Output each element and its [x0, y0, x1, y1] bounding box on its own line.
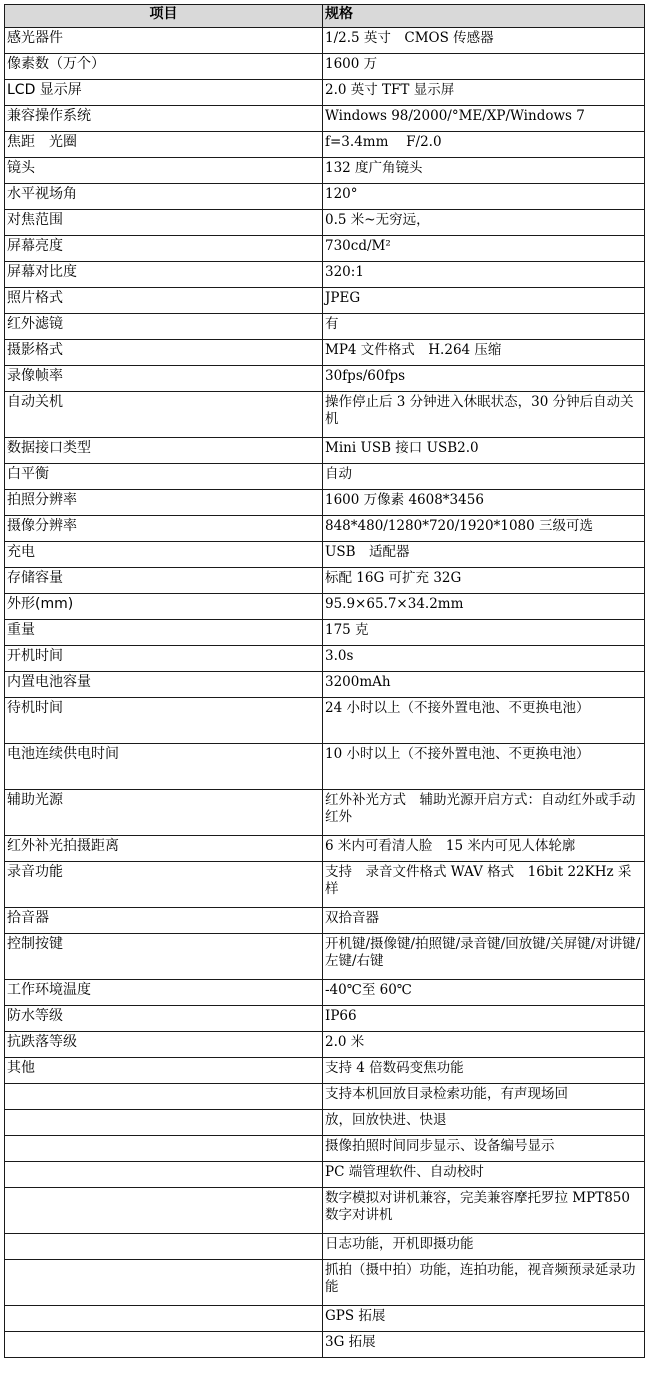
- spec-value: PC 端管理软件、自动校时: [323, 1162, 645, 1188]
- spec-value: IP66: [323, 1006, 645, 1032]
- spec-value: 红外补光方式 辅助光源开启方式：自动红外或手动红外: [323, 790, 645, 836]
- spec-item-label: [5, 1136, 323, 1162]
- spec-value: 3G 拓展: [323, 1332, 645, 1358]
- spec-item-label: 对焦范围: [5, 210, 323, 236]
- spec-item-label: 感光器件: [5, 28, 323, 54]
- spec-value: 开机键/摄像键/拍照键/录音键/回放键/关屏键/对讲键/左键/右键: [323, 934, 645, 980]
- table-row: [5, 438, 645, 464]
- spec-value: 132 度广角镜头: [323, 158, 645, 184]
- spec-item-label: 录像帧率: [5, 366, 323, 392]
- table-row: [5, 1234, 645, 1260]
- spec-item-label: 拍照分辨率: [5, 490, 323, 516]
- table-row: [5, 262, 645, 288]
- spec-item-label: 开机时间: [5, 646, 323, 672]
- spec-item-label: 其他: [5, 1058, 323, 1084]
- table-row: [5, 1162, 645, 1188]
- table-row: [5, 568, 645, 594]
- table-row: [5, 836, 645, 862]
- table-row: [5, 594, 645, 620]
- table-row: [5, 744, 645, 790]
- spec-item-label: [5, 1234, 323, 1260]
- spec-value: 848*480/1280*720/1920*1080 三级可选: [323, 516, 645, 542]
- spec-table-body: [5, 28, 645, 1358]
- spec-value: 1600 万像素 4608*3456: [323, 490, 645, 516]
- spec-value: 1/2.5 英寸 CMOS 传感器: [323, 28, 645, 54]
- spec-item-label: [5, 1162, 323, 1188]
- spec-item-label: 辅助光源: [5, 790, 323, 836]
- spec-item-label: 充电: [5, 542, 323, 568]
- spec-item-label: 防水等级: [5, 1006, 323, 1032]
- spec-value: 3.0s: [323, 646, 645, 672]
- spec-value: 支持 录音文件格式 WAV 格式 16bit 22KHz 采样: [323, 862, 645, 908]
- spec-value: Mini USB 接口 USB2.0: [323, 438, 645, 464]
- table-row: [5, 490, 645, 516]
- table-row: [5, 790, 645, 836]
- spec-item-label: 待机时间: [5, 698, 323, 744]
- spec-table-container: [4, 4, 644, 1358]
- spec-value: 有: [323, 314, 645, 340]
- table-row: [5, 1032, 645, 1058]
- spec-item-label: 白平衡: [5, 464, 323, 490]
- spec-item-label: 摄像分辨率: [5, 516, 323, 542]
- spec-item-label: 电池连续供电时间: [5, 744, 323, 790]
- spec-item-label: 数据接口类型: [5, 438, 323, 464]
- table-row: [5, 1058, 645, 1084]
- spec-value: JPEG: [323, 288, 645, 314]
- spec-item-label: 红外滤镜: [5, 314, 323, 340]
- spec-value: 双拾音器: [323, 908, 645, 934]
- table-row: [5, 934, 645, 980]
- spec-item-label: LCD 显示屏: [5, 80, 323, 106]
- table-row: [5, 620, 645, 646]
- table-header-row: [5, 5, 645, 28]
- table-row: [5, 340, 645, 366]
- spec-value: 320:1: [323, 262, 645, 288]
- spec-value: 放，回放快进、快退: [323, 1110, 645, 1136]
- spec-item-label: 存储容量: [5, 568, 323, 594]
- table-row: [5, 1136, 645, 1162]
- spec-item-label: [5, 1188, 323, 1234]
- table-row: [5, 698, 645, 744]
- spec-value: 摄像拍照时间同步显示、设备编号显示: [323, 1136, 645, 1162]
- spec-item-label: [5, 1110, 323, 1136]
- table-row: [5, 1110, 645, 1136]
- spec-item-label: 屏幕亮度: [5, 236, 323, 262]
- spec-item-label: 内置电池容量: [5, 672, 323, 698]
- spec-item-label: 控制按键: [5, 934, 323, 980]
- table-row: [5, 1006, 645, 1032]
- spec-value: 自动: [323, 464, 645, 490]
- header-item: 项目: [5, 5, 323, 28]
- spec-value: Windows 98/2000/°ME/XP/Windows 7: [323, 106, 645, 132]
- spec-value: 10 小时以上（不接外置电池、不更换电池）: [323, 744, 645, 790]
- spec-value: 175 克: [323, 620, 645, 646]
- table-row: [5, 1332, 645, 1358]
- spec-value: 抓拍（摄中拍）功能，连拍功能，视音频预录延录功能: [323, 1260, 645, 1306]
- spec-value: 3200mAh: [323, 672, 645, 698]
- table-row: [5, 1084, 645, 1110]
- spec-item-label: 屏幕对比度: [5, 262, 323, 288]
- table-row: [5, 80, 645, 106]
- table-row: [5, 132, 645, 158]
- spec-item-label: [5, 1306, 323, 1332]
- spec-value: 支持本机回放目录检索功能，有声现场回: [323, 1084, 645, 1110]
- spec-value: f=3.4mm F/2.0: [323, 132, 645, 158]
- spec-value: 6 米内可看清人脸 15 米内可见人体轮廓: [323, 836, 645, 862]
- spec-item-label: 重量: [5, 620, 323, 646]
- table-row: [5, 1260, 645, 1306]
- spec-item-label: 红外补光拍摄距离: [5, 836, 323, 862]
- spec-item-label: 自动关机: [5, 392, 323, 438]
- spec-item-label: [5, 1332, 323, 1358]
- table-row: [5, 908, 645, 934]
- spec-item-label: 外形(mm): [5, 594, 323, 620]
- table-row: [5, 672, 645, 698]
- table-row: [5, 236, 645, 262]
- table-row: [5, 54, 645, 80]
- spec-value: 30fps/60fps: [323, 366, 645, 392]
- table-row: [5, 366, 645, 392]
- spec-value: 730cd/M²: [323, 236, 645, 262]
- spec-value: 0.5 米~无穷远，: [323, 210, 645, 236]
- spec-item-label: 水平视场角: [5, 184, 323, 210]
- spec-value: MP4 文件格式 H.264 压缩: [323, 340, 645, 366]
- spec-item-label: 像素数（万个）: [5, 54, 323, 80]
- spec-value: 120°: [323, 184, 645, 210]
- table-row: [5, 542, 645, 568]
- spec-item-label: 工作环境温度: [5, 980, 323, 1006]
- spec-value: -40℃至 60℃: [323, 980, 645, 1006]
- table-row: [5, 210, 645, 236]
- spec-value: 1600 万: [323, 54, 645, 80]
- spec-value: 2.0 英寸 TFT 显示屏: [323, 80, 645, 106]
- spec-value: GPS 拓展: [323, 1306, 645, 1332]
- table-row: [5, 392, 645, 438]
- spec-value: 日志功能，开机即摄功能: [323, 1234, 645, 1260]
- spec-value: 24 小时以上（不接外置电池、不更换电池）: [323, 698, 645, 744]
- table-row: [5, 464, 645, 490]
- header-spec: 规格: [323, 5, 645, 28]
- spec-item-label: 镜头: [5, 158, 323, 184]
- spec-value: 标配 16G 可扩充 32G: [323, 568, 645, 594]
- table-row: [5, 158, 645, 184]
- spec-item-label: 焦距 光圈: [5, 132, 323, 158]
- spec-value: 操作停止后 3 分钟进入休眠状态，30 分钟后自动关机: [323, 392, 645, 438]
- table-row: [5, 862, 645, 908]
- table-row: [5, 106, 645, 132]
- spec-value: 数字模拟对讲机兼容，完美兼容摩托罗拉 MPT850 数字对讲机: [323, 1188, 645, 1234]
- table-row: [5, 980, 645, 1006]
- spec-value: 95.9×65.7×34.2mm: [323, 594, 645, 620]
- spec-item-label: 录音功能: [5, 862, 323, 908]
- table-row: [5, 516, 645, 542]
- spec-table: [4, 4, 645, 1358]
- spec-item-label: [5, 1084, 323, 1110]
- table-row: [5, 1188, 645, 1234]
- spec-value: USB 适配器: [323, 542, 645, 568]
- table-row: [5, 28, 645, 54]
- table-row: [5, 646, 645, 672]
- spec-item-label: 拾音器: [5, 908, 323, 934]
- spec-value: 2.0 米: [323, 1032, 645, 1058]
- spec-item-label: 兼容操作系统: [5, 106, 323, 132]
- spec-item-label: 抗跌落等级: [5, 1032, 323, 1058]
- table-row: [5, 288, 645, 314]
- table-row: [5, 1306, 645, 1332]
- table-row: [5, 314, 645, 340]
- spec-item-label: [5, 1260, 323, 1306]
- table-row: [5, 184, 645, 210]
- spec-item-label: 摄影格式: [5, 340, 323, 366]
- spec-item-label: 照片格式: [5, 288, 323, 314]
- spec-value: 支持 4 倍数码变焦功能: [323, 1058, 645, 1084]
